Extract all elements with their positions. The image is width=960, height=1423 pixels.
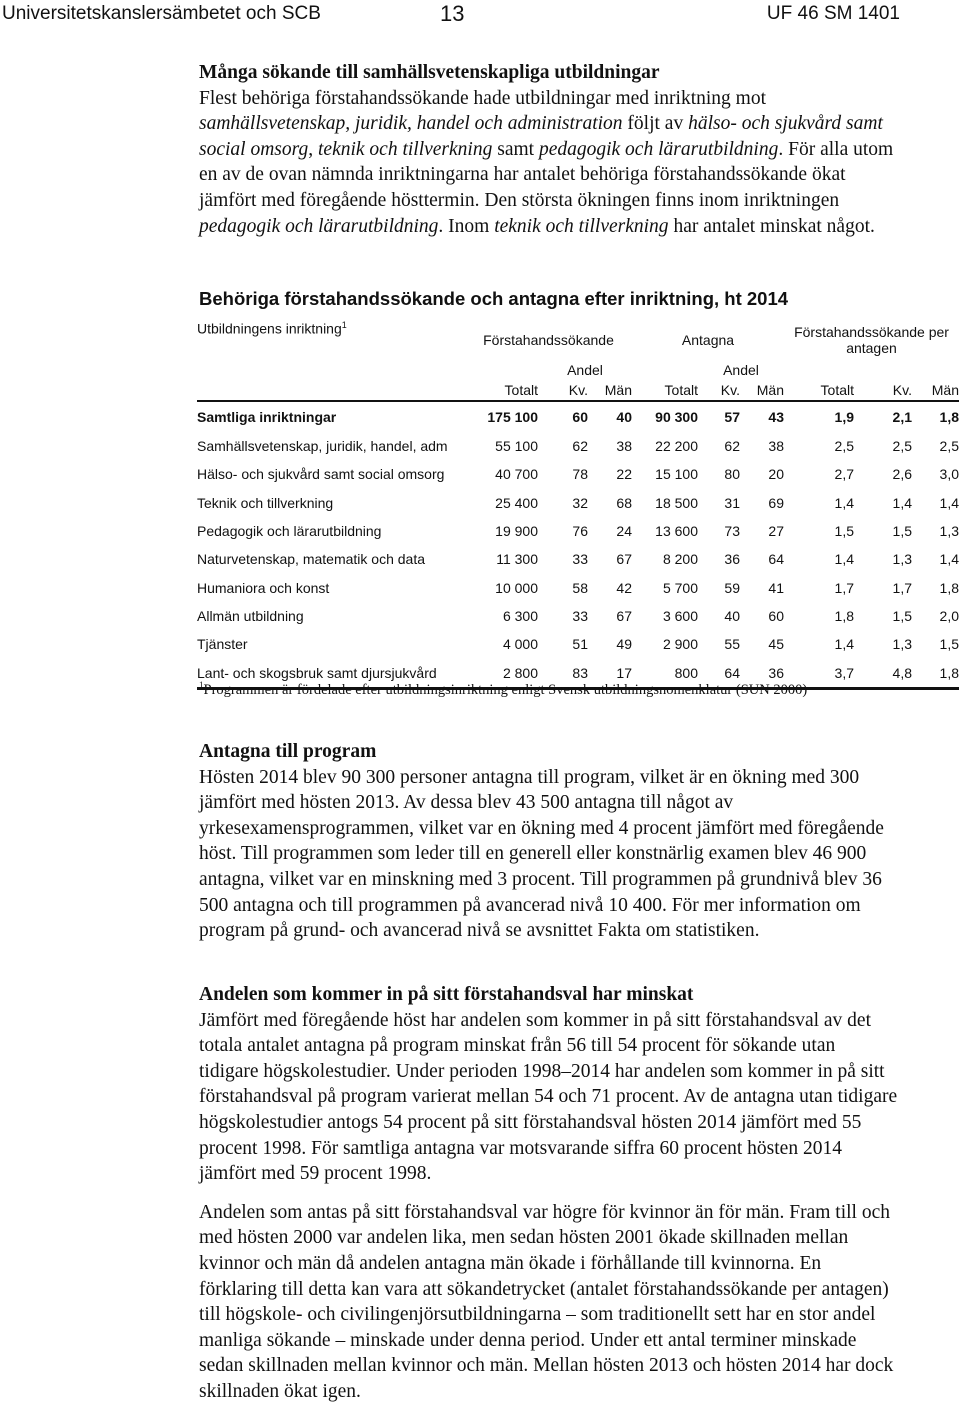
cell-fs-tot: 6 300 xyxy=(502,607,538,624)
cell-an-tot: 8 200 xyxy=(662,551,698,568)
cell-p-kv: 1,3 xyxy=(892,636,912,653)
group-header-per-antagen: Förstahandssökande per antagen xyxy=(794,324,949,356)
man-header: Män xyxy=(756,382,784,398)
totalt-header: Totalt xyxy=(664,382,698,398)
cell-p-tot: 2,5 xyxy=(834,438,854,455)
cell-an-kv: 36 xyxy=(724,551,740,568)
group-header-antagna: Antagna xyxy=(681,332,735,348)
cell-p-tot: 1,4 xyxy=(834,551,854,568)
andelen-paragraph-1: Jämfört med föregående höst har andelen som kommer in på sitt förstahandsval av det totala antalet antagna på program minskat från 56 till 54 procent för sökande utan tidigare högskolestudier. Under perioden 1998–2014 har andelen som kommer in på sitt förstahandsval på program varierat mellan 54 och 71 procent. Av de antagna utan tidigare högskolestudier antogs 54 procent på sitt förstahandsval hösten 2014 jämfört med 55 procent 1998. För samtliga antagna var motsvarande siffra 60 procent hösten 2014 jämfört med 59 procent 1998. xyxy=(199,1009,898,1185)
intro-italic: pedagogik och lärarutbildning xyxy=(538,138,779,160)
andel-header: Andel xyxy=(723,362,759,378)
cell-an-tot: 5 700 xyxy=(662,579,698,596)
cell-an-kv: 31 xyxy=(724,494,740,511)
header-row-1 xyxy=(197,320,959,360)
cell-fs-man: 17 xyxy=(588,658,632,688)
cell-fs-tot: 25 400 xyxy=(495,494,538,511)
cell-p-tot: 1,9 xyxy=(784,401,854,432)
cell-p-man: 3,0 xyxy=(939,466,959,483)
cell-p-tot: 1,4 xyxy=(834,494,854,511)
cell-fs-kv: 33 xyxy=(572,607,588,624)
cell-p-man: 1,8 xyxy=(912,658,959,688)
cell-p-tot: 1,4 xyxy=(834,636,854,653)
cell-an-tot: 15 100 xyxy=(655,466,698,483)
cell-an-man: 36 xyxy=(740,658,784,688)
cell-p-kv: 4,8 xyxy=(854,658,912,688)
kv-header: Kv. xyxy=(892,382,912,398)
intro-italic: teknik och tillverkning xyxy=(318,138,493,160)
table-body xyxy=(197,401,959,688)
cell-fs-man: 49 xyxy=(616,636,632,653)
cell-p-kv: 1,5 xyxy=(892,523,912,540)
cell-fs-man: 67 xyxy=(616,607,632,624)
report-code: UF 46 SM 1401 xyxy=(766,3,900,24)
cell-an-man: 45 xyxy=(768,636,784,653)
cell-p-tot: 1,5 xyxy=(834,523,854,540)
publisher-label: Universitetskanslersämbetet och SCB xyxy=(2,3,321,24)
cell-fs-tot: 4 000 xyxy=(502,636,538,653)
cell-p-man: 1,4 xyxy=(939,494,959,511)
row-label: Humaniora och konst xyxy=(197,579,330,596)
antagna-section xyxy=(199,739,899,944)
cell-an-man: 20 xyxy=(768,466,784,483)
totalt-header: Totalt xyxy=(504,382,538,398)
cell-an-kv: 62 xyxy=(724,438,740,455)
andelen-section xyxy=(199,982,899,1405)
cell-fs-tot: 55 100 xyxy=(495,438,538,455)
cell-an-man: 43 xyxy=(740,401,784,432)
intro-italic: pedagogik och lärarutbildning xyxy=(199,215,439,237)
table-row xyxy=(197,630,959,658)
cell-fs-man: 40 xyxy=(588,401,632,432)
cell-fs-man: 22 xyxy=(616,466,632,483)
cell-p-man: 1,3 xyxy=(939,523,959,540)
intro-text: samt xyxy=(492,138,539,160)
intro-text: har antalet minskat något. xyxy=(668,215,875,237)
cell-an-kv: 64 xyxy=(698,658,740,688)
page-header xyxy=(0,0,960,30)
cell-an-kv: 57 xyxy=(698,401,740,432)
row-label: Samhällsvetenskap, juridik, handel, adm xyxy=(197,438,448,455)
antagna-paragraph: Hösten 2014 blev 90 300 personer antagna till program, vilket är en ökning med 300 jämfört med hösten 2013. Av dessa blev 43 500 antagna till något av yrkesexamensprogrammen, vilket var en ökning med 4 procent jämfört med föregående höst. Till programmen som leder till en generell eller konstnärlig examen blev 46 900 antagna, vilket var en minskning med 3 procent. Till programmen på grundnivå blev 36 500 antagna och till programmen på avancerad nivå 10 400. För mer information om program på grund- och avancerad nivå se avsnittet Fakta om statistiken. xyxy=(199,766,884,942)
antagna-heading: Antagna till program xyxy=(199,741,377,762)
cell-p-tot: 3,7 xyxy=(784,658,854,688)
footnote-marker: 1 xyxy=(199,680,204,690)
cell-an-tot: 2 900 xyxy=(662,636,698,653)
cell-fs-tot: 10 000 xyxy=(495,579,538,596)
cell-an-kv: 40 xyxy=(724,607,740,624)
cell-fs-tot: 11 300 xyxy=(496,551,538,568)
cell-p-tot: 2,7 xyxy=(834,466,854,483)
cell-an-tot: 3 600 xyxy=(662,607,698,624)
andel-header: Andel xyxy=(567,362,603,378)
data-table xyxy=(197,320,959,690)
footnote-marker: 1 xyxy=(341,320,347,330)
kv-header: Kv. xyxy=(720,382,740,398)
cell-fs-man: 42 xyxy=(616,579,632,596)
cell-fs-tot: 19 900 xyxy=(495,523,538,540)
row-label: Pedagogik och lärarutbildning xyxy=(197,523,382,540)
cell-p-man: 1,4 xyxy=(939,551,959,568)
cell-fs-man: 24 xyxy=(616,523,632,540)
cell-an-kv: 55 xyxy=(724,636,740,653)
cell-an-man: 60 xyxy=(768,607,784,624)
cell-an-tot: 22 200 xyxy=(655,438,698,455)
col-header-text: Utbildningens inriktning xyxy=(197,320,342,337)
cell-an-man: 38 xyxy=(768,438,784,455)
table-row xyxy=(197,401,959,432)
cell-an-kv: 59 xyxy=(724,579,740,596)
intro-text: Flest behöriga förstahandssökande hade utbildningar med inriktning mot xyxy=(199,87,767,109)
cell-fs-tot: 2 800 xyxy=(465,658,538,688)
cell-an-man: 27 xyxy=(768,523,784,540)
cell-an-tot: 90 300 xyxy=(632,401,698,432)
man-header: Män xyxy=(931,382,959,398)
andelen-paragraph-2: Andelen som antas på sitt förstahandsval var högre för kvinnor än för män. Fram till och med hösten 2000 var andelen lika, men sedan hösten 2001 ökade skillnaden mellan kvinnor och män då andelen antagna män ökade i förhållande till kvinnorna. En förklaring till detta kan vara att sökandetrycket (antalet förstahandssökande per antagen) till högskole- och civilingenjörsutbildningarna – som traditionellt sett har en stor andel manliga sökande – minskade under denna period. Under ett antal terminer minskade sedan skillnaden mellan kvinnor och män. Mellan hösten 2013 och hösten 2014 har dock skillnaden ökat igen. xyxy=(199,1201,894,1402)
cell-fs-kv: 83 xyxy=(538,658,588,688)
cell-p-man: 1,8 xyxy=(939,579,959,596)
cell-p-kv: 1,3 xyxy=(892,551,912,568)
intro-italic: teknik och tillverkning xyxy=(494,215,669,237)
intro-italic: samhällsvetenskap, juridik, handel och administration xyxy=(199,113,623,135)
cell-an-tot: 18 500 xyxy=(655,494,698,511)
cell-an-man: 41 xyxy=(768,579,784,596)
cell-fs-man: 67 xyxy=(616,551,632,568)
cell-fs-kv: 78 xyxy=(572,466,588,483)
cell-fs-kv: 58 xyxy=(572,579,588,596)
cell-fs-tot: 40 700 xyxy=(495,466,538,483)
cell-p-man: 2,5 xyxy=(939,438,959,455)
row-label: Lant- och skogsbruk samt djursjukvård xyxy=(197,658,465,688)
cell-p-man: 1,8 xyxy=(912,401,959,432)
intro-text: . Inom xyxy=(438,215,495,237)
cell-fs-man: 68 xyxy=(616,494,632,511)
table-row xyxy=(197,545,959,573)
header-row-3 xyxy=(197,380,959,401)
table-footnote xyxy=(199,680,807,699)
cell-fs-kv: 33 xyxy=(572,551,588,568)
intro-paragraph xyxy=(199,86,899,240)
table-row xyxy=(197,489,959,517)
cell-p-kv: 2,5 xyxy=(892,438,912,455)
cell-an-kv: 73 xyxy=(724,523,740,540)
intro-text: . För alla utom en av de ovan nämnda inriktningarna har antalet behöriga förstahandssökande ökat jämfört med föregående hösttermin. Den största ökningen finns inom inriktningen xyxy=(199,138,894,211)
cell-an-tot: 800 xyxy=(632,658,698,688)
row-label: Tjänster xyxy=(197,636,248,653)
row-label: Naturvetenskap, matematik och data xyxy=(197,551,426,568)
table-row xyxy=(197,602,959,630)
col-header-inriktning xyxy=(197,320,465,380)
totalt-header: Totalt xyxy=(820,382,854,398)
cell-p-kv: 2,1 xyxy=(854,401,912,432)
cell-p-man: 2,0 xyxy=(939,607,959,624)
cell-an-man: 64 xyxy=(768,551,784,568)
intro-text: följt av xyxy=(622,113,689,135)
cell-an-tot: 13 600 xyxy=(655,523,698,540)
cell-fs-tot: 175 100 xyxy=(465,401,538,432)
cell-p-kv: 1,4 xyxy=(892,494,912,511)
cell-fs-kv: 76 xyxy=(572,523,588,540)
cell-p-kv: 2,6 xyxy=(892,466,912,483)
row-label: Hälso- och sjukvård samt social omsorg xyxy=(197,466,445,483)
table-row xyxy=(197,432,959,460)
table-row xyxy=(197,517,959,545)
footnote-text: Programmen är fördelade efter utbildningsinriktning enligt Svensk utbildningsnomenklatur (SUN 2000) xyxy=(203,681,808,698)
cell-fs-man: 38 xyxy=(616,438,632,455)
man-header: Män xyxy=(604,382,632,398)
table-row xyxy=(197,460,959,488)
kv-header: Kv. xyxy=(568,382,588,398)
cell-fs-kv: 60 xyxy=(538,401,588,432)
intro-text: , xyxy=(308,138,318,160)
cell-p-man: 1,5 xyxy=(939,636,959,653)
intro-section xyxy=(199,60,899,239)
cell-an-man: 69 xyxy=(768,494,784,511)
row-label: Teknik och tillverkning xyxy=(197,494,334,511)
table-title: Behöriga förstahandssökande och antagna efter inriktning, ht 2014 xyxy=(199,288,789,309)
cell-p-kv: 1,7 xyxy=(892,579,912,596)
intro-italic: hälso- och sjukvård samt social omsorg xyxy=(199,113,883,160)
intro-heading: Många sökande till samhällsvetenskapliga utbildningar xyxy=(199,62,660,83)
table-row xyxy=(197,573,959,601)
andelen-heading: Andelen som kommer in på sitt förstahandsval har minskat xyxy=(199,984,694,1005)
cell-fs-kv: 62 xyxy=(572,438,588,455)
cell-p-tot: 1,8 xyxy=(834,607,854,624)
row-label: Allmän utbildning xyxy=(197,607,304,624)
cell-p-tot: 1,7 xyxy=(834,579,854,596)
cell-an-kv: 80 xyxy=(724,466,740,483)
row-label: Samtliga inriktningar xyxy=(197,401,465,432)
page-number: 13 xyxy=(440,1,465,26)
group-header-forstahandssokande: Förstahandssökande xyxy=(483,332,614,348)
cell-p-kv: 1,5 xyxy=(892,607,912,624)
cell-fs-kv: 51 xyxy=(572,636,588,653)
cell-fs-kv: 32 xyxy=(572,494,588,511)
